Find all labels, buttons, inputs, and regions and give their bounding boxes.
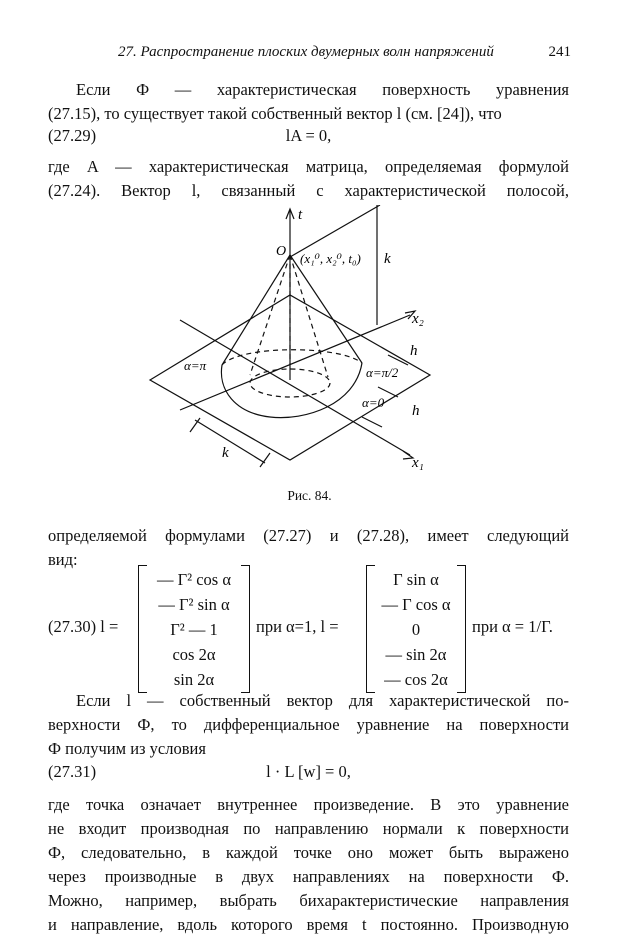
text-line: Если Ф — характеристическая поверхность уравнения [76, 80, 569, 99]
running-header-title: 27. Распространение плоских двумерных волн напряжений [118, 44, 494, 60]
x2-label: x₂ [412, 311, 424, 327]
k-bottom-label: k [222, 445, 229, 461]
h-bottom-label: h [412, 403, 420, 419]
equation-body: l · L [w] = 0, [266, 762, 351, 781]
text-line: (27.15), то существует такой собственный вектор l (см. [24]), что [48, 104, 502, 123]
figure-84 [140, 205, 440, 475]
point-label: (x₁⁰, x₂⁰, t₀) [300, 251, 361, 266]
alpha-pi-label: α=π [184, 358, 207, 373]
equation-27-30 [48, 565, 578, 695]
equation-number: (27.30) l = [48, 617, 119, 636]
equation-body: lA = 0, [285, 126, 332, 145]
text-line: через производные в двух направлениях на поверхности Ф. [48, 867, 569, 886]
cone-left-edge [222, 255, 290, 365]
equation-27-29 [48, 126, 569, 152]
matrix-cell: — Г² cos α [156, 570, 231, 589]
text-line: Если l — собственный вектор для характеристической по- [76, 691, 569, 710]
paragraph-1 [48, 78, 569, 126]
matrix-cell: Г sin α [393, 570, 439, 589]
text-line: и направление, вдоль которого время t постоянно. Производную [48, 915, 569, 934]
matrix-cell: — Г cos α [381, 595, 451, 614]
cone-diagram [140, 205, 440, 475]
matrix-cell: — sin 2α [385, 645, 447, 664]
text-line: где A — характеристическая матрица, определяемая формулой [48, 157, 569, 176]
matrix-1 [138, 565, 250, 693]
matrix-cell: 0 [411, 620, 421, 639]
paragraph-2 [48, 155, 569, 203]
text-line: определяемой формулами (27.27) и (27.28), имеет следующий [48, 526, 569, 545]
t-label: t [298, 207, 303, 223]
matrix-tail-text: при α = 1/Г. [472, 617, 553, 636]
text-line: Ф, следовательно, в каждой точке оно может быть выражено [48, 843, 569, 862]
text-line: не входит производная по направлению нормали к поверхности [48, 819, 569, 838]
text-line: вид: [48, 550, 78, 569]
equation-number: (27.31) [48, 762, 97, 781]
k-vertical-label: k [384, 251, 391, 267]
matrix-cell: sin 2α [173, 670, 215, 689]
running-header [48, 44, 571, 66]
cone-base [221, 363, 362, 418]
matrix-2 [366, 565, 466, 693]
cone-right-edge [290, 255, 362, 363]
alpha-pi2-label: α=π/2 [366, 365, 399, 380]
matrix-cell: Г² — 1 [170, 620, 218, 639]
alpha-0-label: α=0 [362, 395, 385, 410]
h-top-label: h [410, 343, 418, 359]
matrix-cell: — Г² sin α [158, 595, 230, 614]
matrix-cell: — cos 2α [384, 670, 448, 689]
text-line: (27.24). Вектор l, связанный с характеристической полосой, [48, 181, 569, 200]
figure-caption: Рис. 84. [287, 488, 332, 503]
paragraph-5 [48, 793, 569, 937]
x1-axis-line [180, 320, 410, 455]
x1-label: x₁ [412, 455, 424, 471]
text-line: Можно, например, выбрать бихарактеристические направления [48, 891, 569, 910]
text-line: верхности Ф, то дифференциальное уравнение на поверхности [48, 715, 569, 734]
matrix-middle-text: при α=1, l = [256, 617, 339, 636]
matrix-cell: cos 2α [172, 645, 216, 664]
equation-number: (27.29) [48, 126, 97, 145]
equation-27-31 [48, 762, 569, 788]
paragraph-4 [48, 689, 569, 761]
page-number: 241 [548, 44, 571, 60]
text-line: Ф получим из условия [48, 739, 206, 758]
origin-label: O [276, 244, 287, 259]
text-line: где точка означает внутреннее произведение. В это уравнение [48, 795, 569, 814]
